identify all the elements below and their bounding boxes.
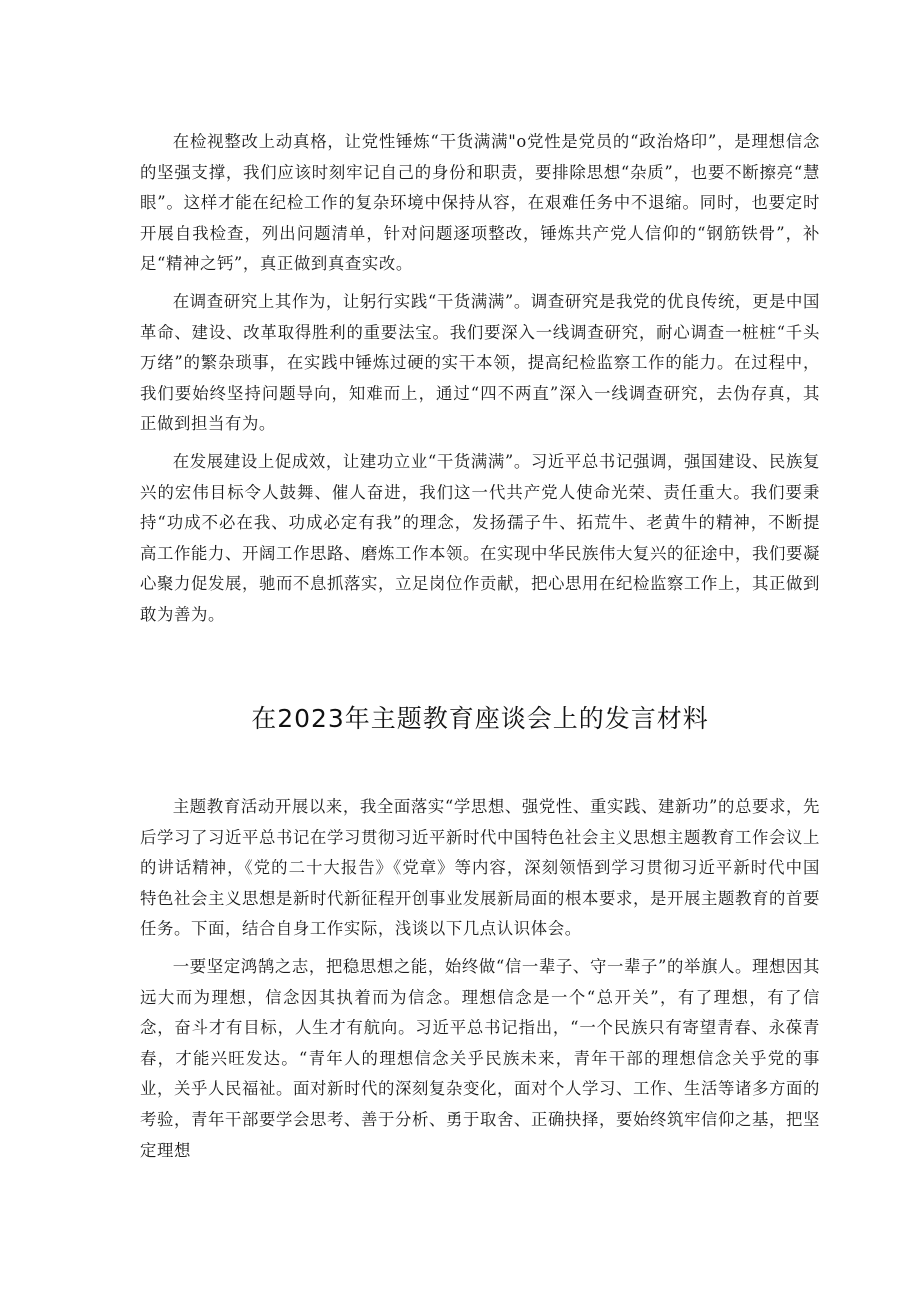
speech-body — [140, 792, 820, 1173]
paragraph-introduction: 主题教育活动开展以来，我全面落实“学思想、强党性、重实践、建新功”的总要求，先后学习了习近平总书记在学习贯彻习近平新时代中国特色社会主义思想主题教育工作会议上的讲话精神，《党的二十大报告》《党章》等内容，深刻领悟到学习贯彻习近平新时代中国特色社会主义思想是新时代新征程开创事业发展新局面的根本要求，是开展主题教育的首要任务。下面，结合自身工作实际，浅谈以下几点认识体会。 — [140, 797, 820, 939]
paragraph-development: 在发展建设上促成效，让建功立业“干货满满”。习近平总书记强调，强国建设、民族复兴的宏伟目标令人鼓舞、催人奋进，我们这一代共产党人使命光荣、责任重大。我们要秉持“功成不必在我、功成必定有我”的理念，发扬孺子牛、拓荒牛、老黄牛的精神，不断提高工作能力、开阔工作思路、磨炼工作本领。在实现中华民族伟大复兴的征途中，我们要凝心聚力促发展，驰而不息抓落实，立足岗位作贡献，把心思用在纪检监察工作上，其正做到敢为善为。 — [140, 451, 820, 624]
paragraph-self-inspection: 在检视整改上动真格，让党性锤炼“干货满满"o党性是党员的“政治烙印”，是理想信念的坚强支撑，我们应该时刻牢记自己的身份和职责，要排除思想“杂质”，也要不断擦亮“慧眼”。这样才能在纪检工作的复杂环境中保持从容，在艰难任务中不退缩。同时，也要定时开展自我检查，列出问题清单，针对问题逐项整改，锤炼共产党人信仰的“钢筋铁骨”，补足“精神之钙”，真正做到真查实改。 — [140, 132, 820, 274]
paragraph-investigation: 在调查研究上其作为，让躬行实践“干货满满”。调查研究是我党的优良传统，更是中国革命、建设、改革取得胜利的重要法宝。我们要深入一线调查研究，耐心调查一桩桩“千头万绪”的繁杂琐事，在实践中锤炼过硬的实干本领，提高纪检监察工作的能力。在过程中，我们要始终坚持问题导向，知难而上，通过“四不两直”深入一线调查研究，去伪存真，其正做到担当有为。 — [140, 291, 820, 434]
paragraph-ideals: 一要坚定鸿鹄之志，把稳思想之能，始终做“信一辈子、守一辈子”的举旗人。理想因其远大而为理想，信念因其执着而为信念。理想信念是一个“总开关”，有了理想，有了信念，奋斗才有目标，人生才有航向。习近平总书记指出，“一个民族只有寄望青春、永葆青春，才能兴旺发达。“青年人的理想信念关乎民族未来，青年干部的理想信念关乎党的事业，关乎人民福祉。面对新时代的深刻复杂变化，面对个人学习、工作、生活等诸多方面的考验，青年干部要学会思考、善于分析、勇于取舍、正确抉择，要始终筑牢信仰之基，把坚定理想 — [140, 956, 820, 1160]
document-title: 在2023年主题教育座谈会上的发言材料 — [251, 704, 709, 733]
intro-section — [140, 127, 820, 638]
